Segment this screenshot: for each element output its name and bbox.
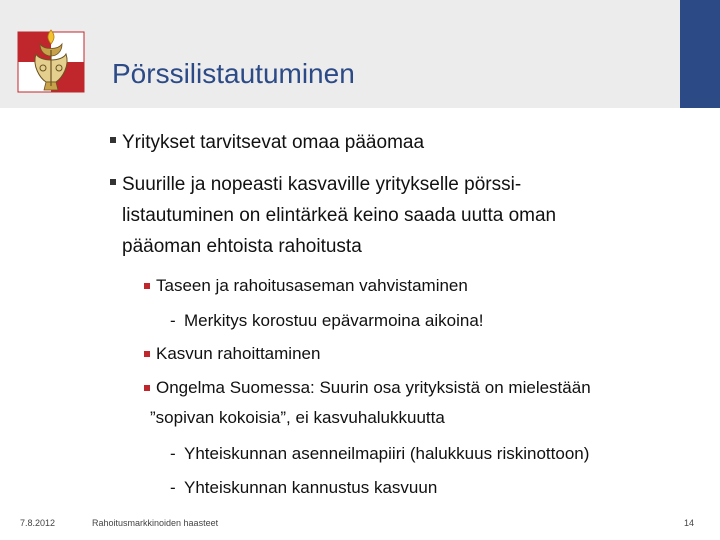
sub-bullet-square-icon [144,351,150,357]
sub-sub-bullet-item: Merkitys korostuu epävarmoina aikoina! [184,311,484,330]
header-accent-block [680,0,720,108]
bullet-item-line: listautuminen on elintärkeä keino saada uutta oman [122,205,557,226]
bullet-item-line: Suurille ja nopeasti kasvaville yritykselle pörssi- [122,174,522,195]
dash-icon: - [170,444,176,463]
sub-bullet-item-line: Ongelma Suomessa: Suurin osa yrityksistä on mielestään [156,378,591,397]
sub-sub-bullet-item: Yhteiskunnan kannustus kasvuun [184,478,438,497]
bullet-square-icon [110,137,116,143]
footer-center-text: Rahoitusmarkkinoiden haasteet [92,518,219,528]
sub-sub-bullet-item: Yhteiskunnan asenneilmapiiri (halukkuus riskinottoon) [184,444,590,463]
sub-bullet-square-icon [144,385,150,391]
slide-title: Pörssilistautuminen [112,58,355,89]
sub-bullet-item: Kasvun rahoittaminen [156,344,321,363]
dash-icon: - [170,478,176,497]
header-band [0,0,720,108]
coat-of-arms-logo-icon [16,26,86,96]
bullet-item-line: pääoman ehtoista rahoitusta [122,236,362,257]
sub-bullet-item: Taseen ja rahoitusaseman vahvistaminen [156,276,468,295]
footer-date: 7.8.2012 [20,518,56,528]
bullet-square-icon [110,179,116,185]
dash-icon: - [170,311,176,330]
bullet-item: Yritykset tarvitsevat omaa pääomaa [122,132,425,153]
sub-bullet-item-line: ”sopivan kokoisia”, ei kasvuhalukkuutta [150,408,445,427]
footer-page-number: 14 [684,518,695,528]
sub-bullet-square-icon [144,283,150,289]
